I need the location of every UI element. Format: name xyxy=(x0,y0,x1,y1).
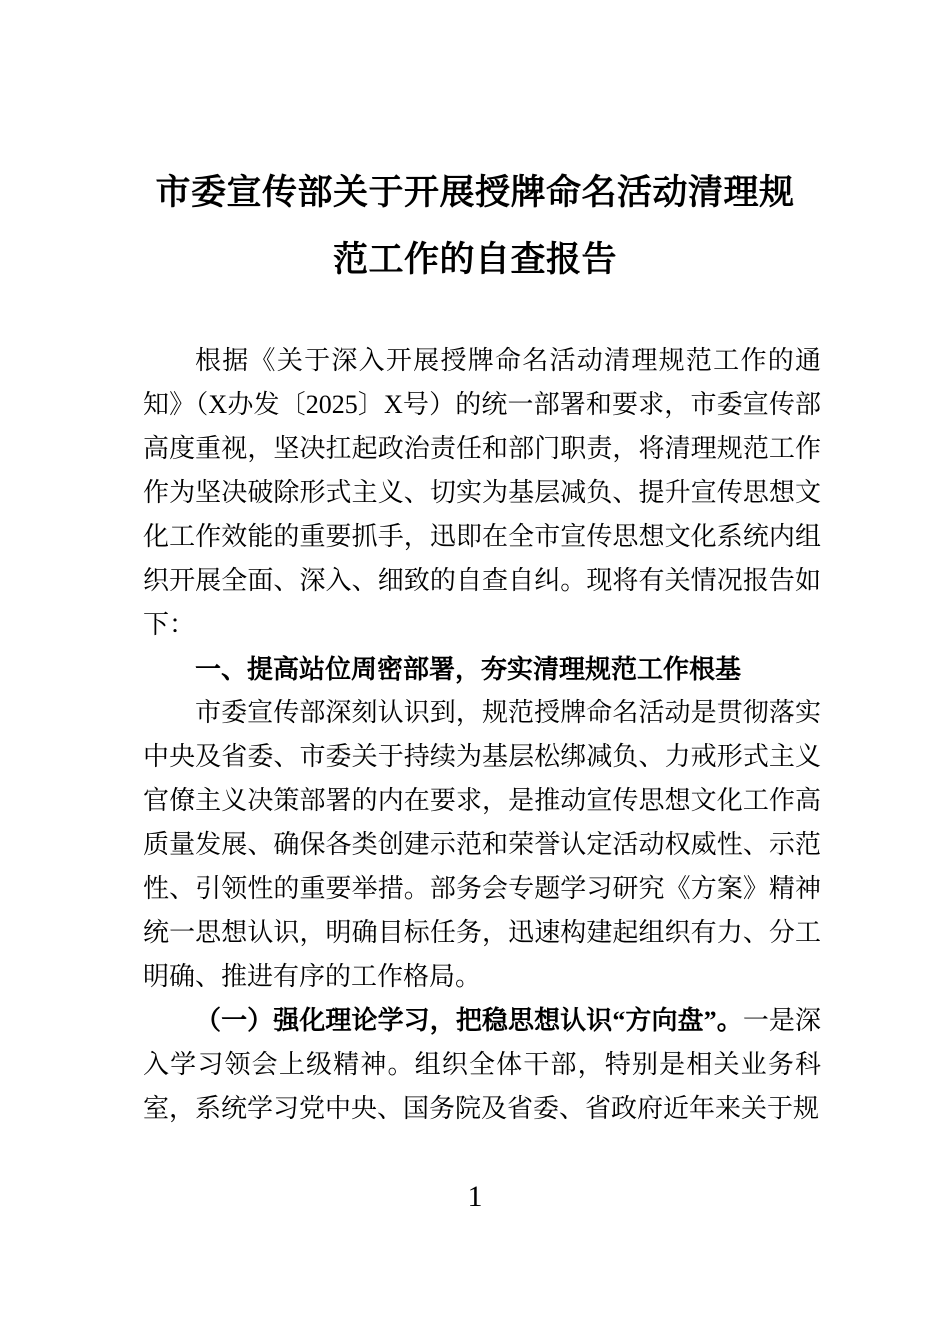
title-line-2: 范工作的自查报告 xyxy=(332,240,617,279)
page-number: 1 xyxy=(467,1180,483,1213)
paragraph-section-1: 市委宣传部深刻认识到，规范授牌命名活动是贯彻落实中央及省委、市委关于持续为基层松绑减负、力戒形式主义官僚主义决策部署的内在要求，是推动宣传思想文化工作高质量发展、确保各类创建示范和荣誉认定活动权威性、示范性、引领性的重要举措。部务会专题学习研究《方案》精神统一思想认识，明确目标任务，迅速构建起组织有力、分工明确、推进有序的工作格局。 xyxy=(143,698,821,991)
paragraph-subsection-1 xyxy=(143,999,821,1131)
subsection-1-heading: （一）强化理论学习，把稳思想认识“方向盘”。 xyxy=(195,1006,743,1035)
section-heading-1: 一、提高站位周密部署，夯实清理规范工作根基 xyxy=(195,654,742,684)
document-title xyxy=(0,159,950,293)
paragraph-intro: 根据《关于深入开展授牌命名活动清理规范工作的通知》（X办发〔2025〕X号）的统一部署和要求，市委宣传部高度重视，坚决扛起政治责任和部门职责，将清理规范工作作为坚决破除形式主义、切实为基层减负、提升宣传思想文化工作效能的重要抓手，迅即在全市宣传思想文化系统内组织开展全面、深入、细致的自查自纠。现将有关情况报告如下： xyxy=(143,346,821,639)
subsection-1-text: 一是深入学习领会上级精神。组织全体干部，特别是相关业务科室，系统学习党中央、国务院及省委、省政府近年来关于规 xyxy=(143,1006,821,1123)
title-line-1: 市委宣传部关于开展授牌命名活动清理规 xyxy=(155,173,795,212)
document-body xyxy=(143,339,821,1131)
